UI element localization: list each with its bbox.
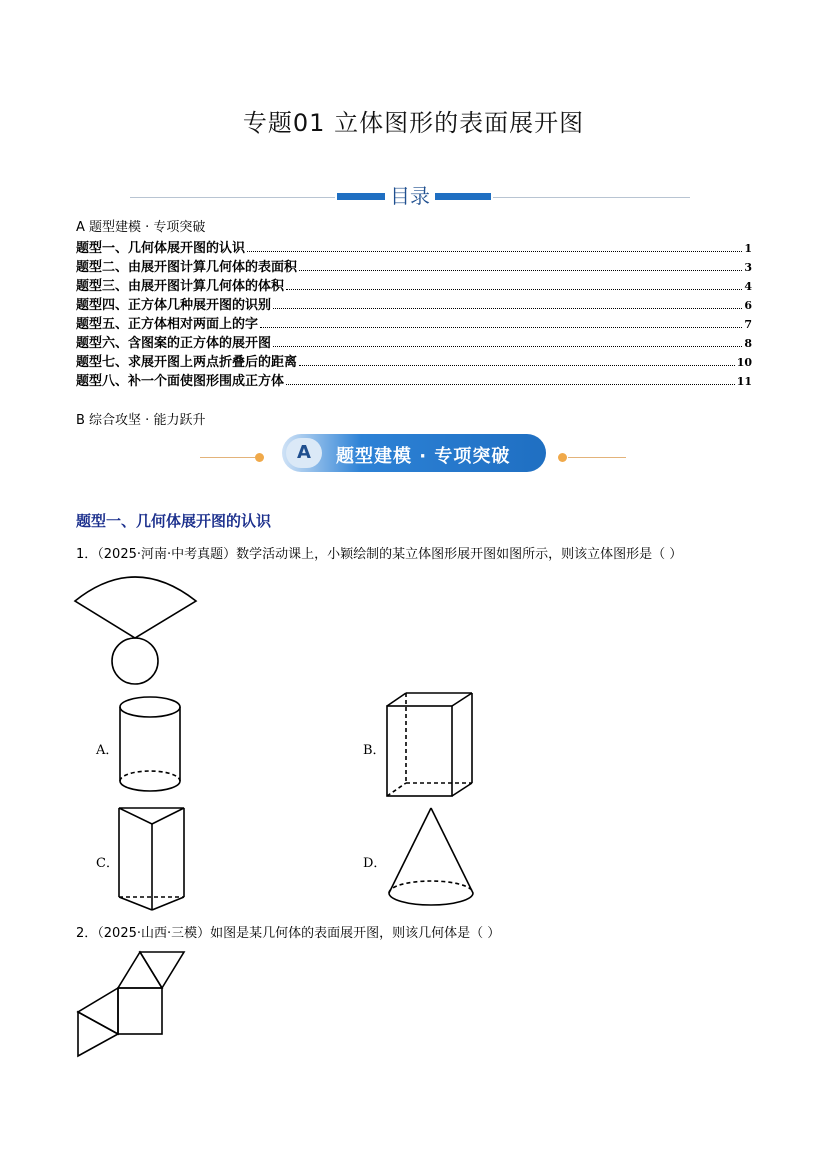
section-heading: 题型一、几何体展开图的认识 xyxy=(76,512,272,530)
toc-header xyxy=(130,178,690,218)
cylinder-figure[interactable] xyxy=(118,695,184,795)
toc-item[interactable]: 题型二、由展开图计算几何体的表面积 3 xyxy=(76,260,752,275)
dot-icon xyxy=(558,453,567,462)
toc-section-b[interactable]: B 综合攻坚 · 能力跃升 xyxy=(76,413,206,428)
divider xyxy=(493,197,690,198)
option-d-label[interactable]: D． xyxy=(363,856,387,871)
triangular-prism-figure[interactable] xyxy=(115,804,189,914)
toc-section-a[interactable]: A 题型建模 · 专项突破 xyxy=(76,220,206,235)
option-c-label[interactable]: C． xyxy=(96,856,119,871)
page-title: 专题01 立体图形的表面展开图 xyxy=(242,109,585,137)
option-b-label[interactable]: B． xyxy=(363,743,386,758)
option-a-label[interactable]: A． xyxy=(96,743,119,758)
rectangular-prism-figure[interactable] xyxy=(384,690,476,802)
toc-item[interactable]: 题型三、由展开图计算几何体的体积 4 xyxy=(76,279,752,294)
dot-icon xyxy=(255,453,264,462)
triangles-and-squares-net-figure xyxy=(74,948,189,1063)
divider xyxy=(568,457,626,458)
toc-item[interactable]: 题型四、正方体几种展开图的识别 6 xyxy=(76,298,752,313)
toc-item[interactable]: 题型七、求展开图上两点折叠后的距离 10 xyxy=(76,355,752,370)
section-banner xyxy=(200,432,630,476)
toc-item[interactable]: 题型六、含图案的正方体的展开图 8 xyxy=(76,336,752,351)
banner-text: 题型建模 · 专项突破 xyxy=(336,446,511,467)
toc-item[interactable]: 题型一、几何体展开图的认识 1 xyxy=(76,241,752,256)
cone-figure[interactable] xyxy=(385,805,477,915)
divider xyxy=(130,197,335,198)
toc-item[interactable]: 题型五、正方体相对两面上的字 7 xyxy=(76,317,752,332)
divider xyxy=(337,193,385,200)
toc-item[interactable]: 题型八、补一个面使图形围成正方体 11 xyxy=(76,374,752,389)
question-1-text: 1．（2025·河南·中考真题）数学活动课上，小颖绘制的某立体图形展开图如图所示，则该立体图形是（ ） xyxy=(76,547,683,562)
divider xyxy=(200,457,255,458)
banner-letter: A xyxy=(286,438,322,468)
divider xyxy=(435,193,491,200)
sector-and-circle-net-figure xyxy=(72,568,202,688)
question-2-text: 2．（2025·山西·三模）如图是某几何体的表面展开图，则该几何体是（ ） xyxy=(76,926,501,941)
toc-heading: 目录 xyxy=(390,184,430,208)
